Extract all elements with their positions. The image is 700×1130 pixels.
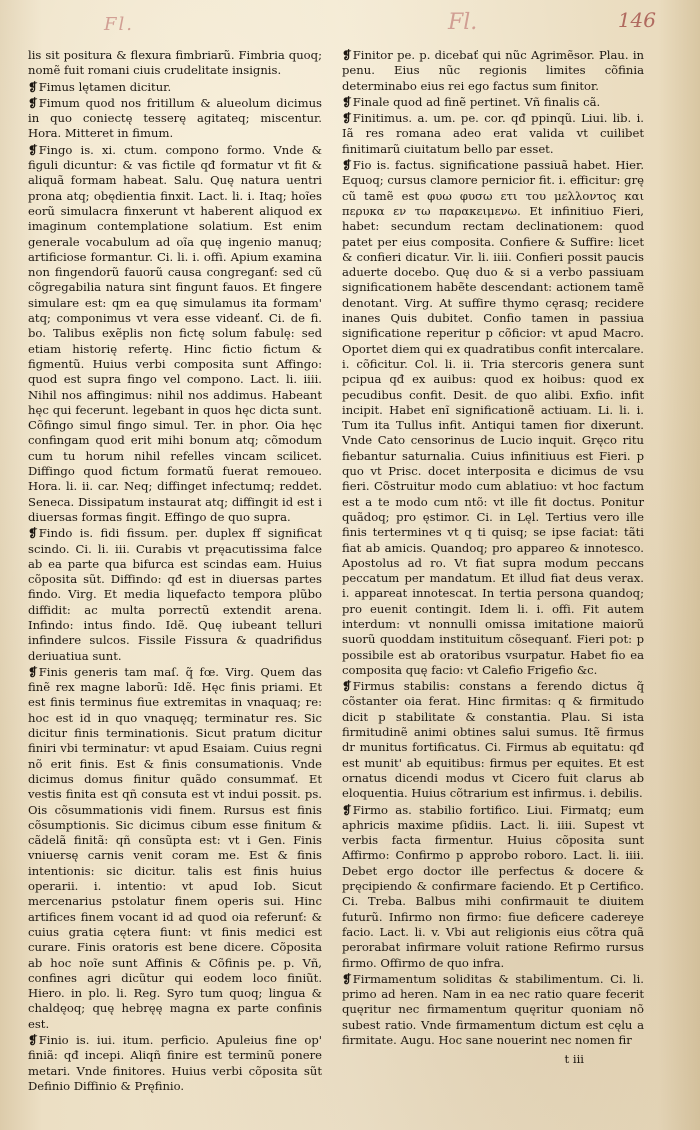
pilcrow-icon: ❡ <box>342 679 352 694</box>
entry-finitor <box>342 48 644 94</box>
entry-firmus <box>342 679 644 801</box>
entry-text: Fingo is. xi. ctum. compono formo. Vnde & figuli dicuntur: & vas fictile qđ formatur vt fit & aliquã formam habeat. Salu. Quę natura uentri prona atq; obędientia finxit. Lact. li. i. Itaq; hoĩes eorũ simulacra finxerunt vt haberent aliquod ex imaginum contemplatione solatium. Est enim generale vocabulum ad oĩa quę ingenio manuq; artificiose formantur. Ci. li. i. offi. Apium examina non fingendorũ fauorũ causa congreganť: sed cũ cõgregabilia natura sint fingunt fauos. Et fingere simulare est: qm ea quę simulamus ita formam' atq; componimus vt vera esse videanť. Ci. de fi. bo. Talibus exẽplis non fictę solum fabulę: sed etiam historię refertę. Hinc fictio fictum & figmentũ. Huius verbi composita sunt Affingo: quod est supra fingo vel compono. Lact. li. iiii. Nihil nos affingimus: nihil nos addimus. Habeant hęc qui fecerunt. legebant in quos hęc dicta sunt. Cõfingo simul fingo simul. Ter. in phor. Oia hęc confingam quod erit mihi bonum atq; cõmodum cum tu horum nihil refelles vincam scilicet. Diffingo quod fictum formatũ fuerat remoueo. Hora. li. ii. car. Neq; diffinget infectumq; reddet. Seneca. Dissipatum instaurat atq; diffingit id est i diuersas formas fingit. Effingo de quo supra. <box>28 142 322 524</box>
pilcrow-icon: ❡ <box>28 142 38 157</box>
entry-finio <box>28 1033 322 1094</box>
left-column <box>28 48 322 1095</box>
entry-text: Finio is. iui. itum. perficio. Apuleius fine op' finiã: qđ incepi. Aliqñ finire est terminũ ponere metari. Vnde finitores. Huius verbi cõposita sũt Definio Diffinio & Pręfinio. <box>28 1033 322 1093</box>
pilcrow-icon: ❡ <box>342 111 352 126</box>
entry-text: Fimum quod nos fritillum & alueolum dicimus in quo coniectę tesserę agitateq; miscentur. Hora. Mitteret in fimum. <box>28 95 322 141</box>
entry-text: Firmo as. stabilio fortifico. Liui. Firmatq; eum aphricis maxime pſidiis. Lact. li. iiii. Supest vt verbis facta firmentur. Huius cõposita sunt Affirmo: Confirmo p approbo roboro. Lact. li. iiii. Debet ergo doctor ille perfectus & docere & pręcipiendo & confirmare faciendo. Et p Certifico. Ci. Treba. Balbus mihi confirmauit te diuitem futurũ. Infirmo non firmo: fiue deficere cadereye facio. Lact. li. v. Vbi aut religionis eius cõtra quã perorabat infirmare voluit ratione Refirmo rursus firmo. Offirmo de quo infra. <box>342 802 644 970</box>
entry-text: Finitimus. a. um. pe. cor. qđ ppinqũ. Liui. lib. i. Iã res romana adeo erat valida vt cuilibet finitimarũ ciuitatum bello par esset. <box>342 111 644 156</box>
pilcrow-icon: ❡ <box>28 1033 38 1047</box>
marginal-note-right: Fl. <box>448 10 478 35</box>
entry-text: lis sit positura & flexura fimbriarũ. Fimbria quoq; nomẽ fuit romani ciuis crudelitate insignis. <box>28 48 322 78</box>
entry-finitimus <box>342 111 644 157</box>
entry-finis <box>28 665 322 1032</box>
entry-fimbria-cont <box>28 48 322 79</box>
entry-findo <box>28 526 322 664</box>
pilcrow-icon: ❡ <box>342 158 352 173</box>
entry-fimum <box>28 96 322 142</box>
entry-firmo <box>342 803 644 971</box>
pilcrow-icon: ❡ <box>342 94 352 109</box>
entry-text: Finis generis tam maſ. q̃ fœ. Virg. Quem das finẽ rex magne laborũ: Idẽ. Hęc finis priami. Et est finis terminus fiue extremitas in vnaquaq; re: hoc est id in quo vnaquęq; terminatur res. Sic dicitur finis terminationis. Sicut pratum dicitur finiri vbi terminatur: vt apud Esaiam. Cuius regni nõ erit finis. Est & finis consumationis. Vnde dicimus domus finitur quãdo consummať. Et vestis finita est qñ consuta est vt indui possit. ps. Ois cõsummationis vidi finem. Rursus est finis cõsumptionis. Sic dicimus cibum esse finitum & cãdelã finitã: qñ consũpta est: vt i Gen. Finis vniuersę carnis venit coram me. Est & finis intentionis: sic dicitur. talis est finis huius operarii. i. intentio: vt apud Iob. Sicut mercenarius pstolatur finem operis sui. Hinc artifices finem vocant id ad quod oia referunť: & cuius gratia cętera fiunt: vt finis medici est curare. Finis oratoris est bene dicere. Cõposita ab hoc noĩe sunt Affinis & Cõfinis pe. p. Vñ, confines agri dicũtur qui eodem loco finiũt. Hiero. in plo. li. Reg. Syro tum quoq; lingua & chaldęoq; quę hebręę magna ex parte confinis est. <box>28 664 322 1031</box>
pilcrow-icon: ❡ <box>28 95 38 110</box>
folio-number: 146 <box>617 8 656 32</box>
entry-firmamentum <box>342 972 644 1048</box>
entry-text: Fio is. factus. significatione passiuã habet. Hier. Equoq; cursus clamore pernicior fit. i. efficitur: grę cũ tamẽ est φυω φυσω ετι του μελλοντος και περυκα εν τω παρακειμενω. Et infinitiuo Fieri, habet: secundum rectam declinationem: quod patet per eius composita. Confiere & Suffire: licet & confieri dicatur. Vir. li. iiii. Confieri possit paucis aduerte docebo. Quę duo & si a verbo passiuam significationem habẽte descendant: actionem tamẽ denotant. Virg. At suffire thymo cęrasq; recidere inanes Quis dubitet. Confio tamen in passiua significatione reperitur p cõficior: vt apud Macro. Oportet diem qui ex quadratibus confit intercalare. i. cõficitur. Col. li. ii. Tria stercoris genera sunt pcipua qđ ex auibus: quod ex hoibus: quod ex pecudibus confit. Desit. de quo alibi. Exfio. infit incipit. Habet enĩ significationẽ actiuam. Li. li. i. Tum ita Tullus infit. Antiqui tamen fior dixerunt. Vnde Cato censorinus de Lucio inquit. Gręco ritu fiebantur saturnalia. Cuius infinitiuus est Fieri. p quo vt Prisc. docet interposita e dicimus de vsu fieri. Cõstruitur modo cum ablatiuo: vt hoc factum est a te modo cum ntõ: vt ille fit doctus. Ponitur quãdoq; pro ęstimor. Ci. in Lęl. Tertius vero ille finis tertermines vt q ti quisq; se ipse faciat: tãti fiat ab amicis. Quandoq; pro appareo & innotesco. Apostolus ad ro. Vt fiat supra modum peccans peccatum per mandatum. Et illud fiat deus verax. i. appareat innotescat. In tertia persona quandoq; pro euenit contingit. Idem li. i. offi. Fit autem interdum: vt nonnulli omissa imitatione maiorũ suorũ quoddam instituitum cõsequanť. Fieri pot: p possibile est ab oratoribus vsurpatur. Habet fio ea composita quę facio: vt Calefio Frigefio &c. <box>342 158 644 677</box>
entry-finale <box>342 95 644 110</box>
pilcrow-icon: ❡ <box>28 79 38 94</box>
entry-text: Fimus lętamen dicitur. <box>38 79 172 94</box>
marginal-note-left: Fl. <box>104 14 134 35</box>
entry-text: Finale quod ad finẽ pertinet. Vñ finalis cã. <box>352 94 601 109</box>
entry-text: Finitor pe. p. dicebať qui nũc Agrimẽsor. Plau. in penu. Eius nũc regionis limites cõfinia determinabo eius rei ego factus sum finitor. <box>342 48 644 93</box>
pilcrow-icon: ❡ <box>28 526 38 541</box>
signature-mark: t iii <box>564 1052 584 1067</box>
pilcrow-icon: ❡ <box>342 971 352 986</box>
entry-text: Firmus stabilis: constans a ferendo dictus q̃ cõstanter oia ferat. Hinc firmitas: q & firmitudo dicit p stabilitate & constantia. Plau. Si ista firmitudinẽ animi obtines salui sumus. Itẽ firmus dr munitus fortificatus. Ci. Firmus ab equitatu: qđ est munit' ab equitibus: firmus per equites. Et est ornatus dicendi modus vt Cicero fuit clarus ab eloquentia. Huius cõtrarium est infirmus. i. debilis. <box>342 679 644 801</box>
entry-text: Findo is. fidi fissum. per. duplex ff significat scindo. Ci. li. iii. Curabis vt pręacutissima falce ab ea parte qua bifurca est scindas eam. Huius cõposita sũt. Diffindo: qđ est in diuersas partes findo. Virg. Et media liquefacto tempora plũbo diffidit: ac multa porrectũ extendit arena. Infindo: intus findo. Idẽ. Quę iubeant telluri infindere sulcos. Fissile Fissura & quadrifidus deriuatiua sunt. <box>28 526 322 663</box>
entry-fimus <box>28 80 322 95</box>
pilcrow-icon: ❡ <box>342 48 352 62</box>
entry-fingo <box>28 143 322 525</box>
entry-text: Firmamentum soliditas & stabilimentum. Ci. li. primo ad heren. Nam in ea nec ratio quare fecerit quęritur nec firmamentum quęritur quoniam nõ subest ratio. Vnde firmamentum dictum est cęlu a firmitate. Augu. Hoc sane nouerint nec nomen fir <box>342 971 644 1047</box>
right-column <box>342 48 644 1068</box>
pilcrow-icon: ❡ <box>28 664 38 679</box>
pilcrow-icon: ❡ <box>342 802 352 817</box>
entry-fio <box>342 158 644 678</box>
